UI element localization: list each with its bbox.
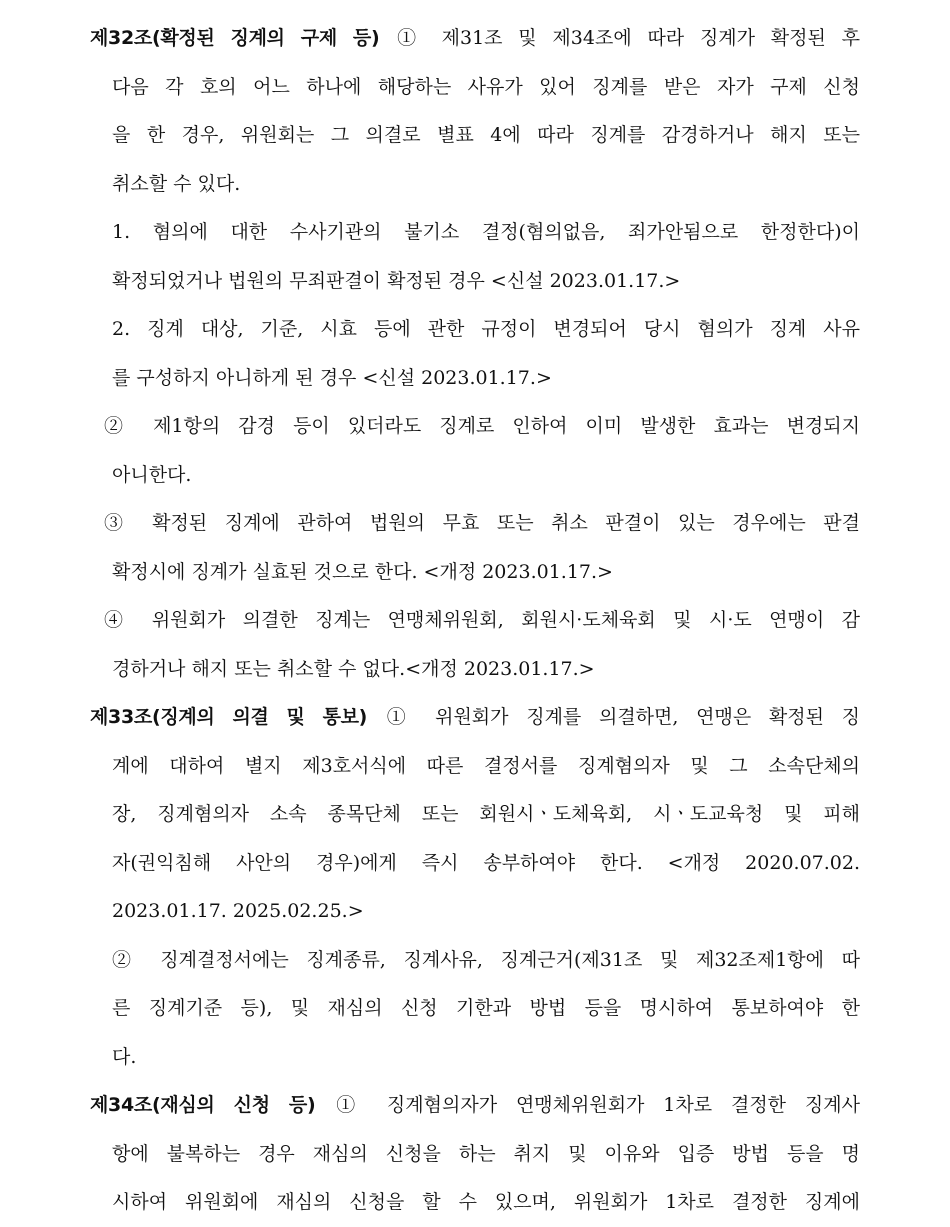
article-33-heading: 제33조(징계의 의결 및 통보) xyxy=(90,706,368,728)
article-32-item-1-line-2: 확정되었거나 법원의 무죄판결이 확정된 경우 <신설 2023.01.17.> xyxy=(112,269,681,292)
document-page xyxy=(90,14,860,1227)
article-33-paragraph-2-line-3: 다. xyxy=(112,1045,137,1068)
article-33-paragraph-2-line-2: 른 징계기준 등), 및 재심의 신청 기한과 방법 등을 명시하여 통보하여야 한 xyxy=(112,997,860,1019)
article-32-item-2-line-2: 를 구성하지 아니하게 된 경우 <신설 2023.01.17.> xyxy=(112,366,552,389)
article-32-paragraph-3-line-1: ③ 확정된 징계에 관하여 법원의 무효 또는 취소 판결이 있는 경우에는 판결 xyxy=(104,512,860,534)
article-33-line-5: 2023.01.17. 2025.02.25.> xyxy=(112,900,364,922)
article-34-heading: 제34조(재심의 신청 등) xyxy=(90,1094,316,1116)
article-32-paragraph-1-text: ① 제31조 및 제34조에 따라 징계가 확정된 후 xyxy=(387,27,860,49)
article-32-paragraph-4-line-1: ④ 위원회가 의결한 징계는 연맹체위원회, 회원시·도체육회 및 시·도 연맹이 감 xyxy=(104,609,860,631)
article-34-line-2: 항에 불복하는 경우 재심의 신청을 하는 취지 및 이유와 입증 방법 등을 명 xyxy=(112,1142,860,1165)
article-32-item-1-line-1: 1. 혐의에 대한 수사기관의 불기소 결정(혐의없음, 죄가안됨으로 한정한다)이 xyxy=(112,221,860,243)
article-32-paragraph-2-line-1: ② 제1항의 감경 등이 있더라도 징계로 인하여 이미 발생한 효과는 변경되지 xyxy=(104,415,860,437)
article-32-item-2-line-1: 2. 징계 대상, 기준, 시효 등에 관한 규정이 변경되어 당시 혐의가 징계 사유 xyxy=(112,318,860,340)
article-34-line-3: 시하여 위원회에 재심의 신청을 할 수 있으며, 위원회가 1차로 결정한 징계에 xyxy=(112,1191,860,1213)
article-32-paragraph-3-line-2: 확정시에 징계가 실효된 것으로 한다. <개정 2023.01.17.> xyxy=(112,560,613,583)
article-33-line-4: 자(권익침해 사안의 경우)에게 즉시 송부하여야 한다. <개정 2020.07.02. xyxy=(112,851,860,874)
article-32-heading: 제32조(확정된 징계의 구제 등) xyxy=(90,27,380,49)
article-32-line-3: 을 한 경우, 위원회는 그 의결로 별표 4에 따라 징계를 감경하거나 해지 또는 xyxy=(112,124,860,146)
article-32-line-4: 취소할 수 있다. xyxy=(112,172,241,195)
article-33-line-1 xyxy=(90,693,860,742)
article-34-line-1 xyxy=(90,1081,860,1130)
article-32-paragraph-2-line-2: 아니한다. xyxy=(112,463,192,486)
article-33-line-3: 장, 징계혐의자 소속 종목단체 또는 회원시ㆍ도체육회, 시ㆍ도교육청 및 피해 xyxy=(112,803,860,825)
article-32-line-1 xyxy=(90,14,860,63)
article-32-line-2: 다음 각 호의 어느 하나에 해당하는 사유가 있어 징계를 받은 자가 구제 신청 xyxy=(112,75,860,98)
article-34-paragraph-1-text: ① 징계혐의자가 연맹체위원회가 1차로 결정한 징계사 xyxy=(323,1094,860,1116)
article-33-paragraph-2-line-1: ② 징계결정서에는 징계종류, 징계사유, 징계근거(제31조 및 제32조제1항에 따 xyxy=(112,948,860,971)
article-33-line-2: 계에 대하여 별지 제3호서식에 따른 결정서를 징계혐의자 및 그 소속단체의 xyxy=(112,754,860,777)
article-33-paragraph-1-text: ① 위원회가 징계를 의결하면, 연맹은 확정된 징 xyxy=(375,706,861,728)
article-32-paragraph-4-line-2: 경하거나 해지 또는 취소할 수 없다.<개정 2023.01.17.> xyxy=(112,657,595,680)
